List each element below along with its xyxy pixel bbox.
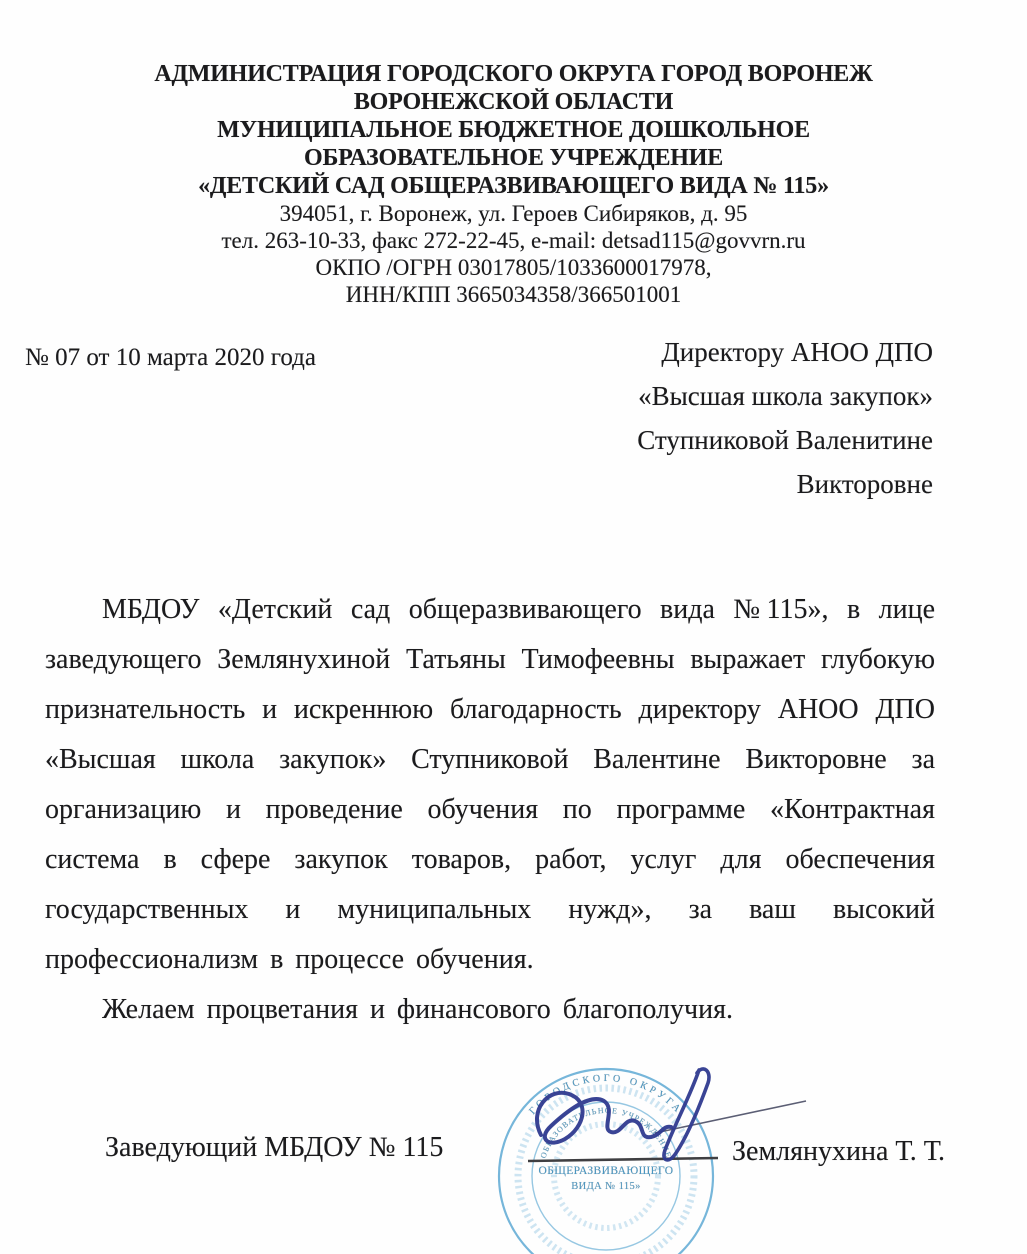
stamp-ring-middle-text: ОБРАЗОВАТЕЛЬНОЕ УЧРЕЖДЕНИЕ	[538, 1105, 674, 1160]
signature-scribble	[537, 1093, 671, 1143]
okpo-ogrn-line: ОКПО /ОГРН 03017805/1033600017978,	[315, 255, 712, 280]
org-name-line: ОБРАЗОВАТЕЛЬНОЕ УЧРЕЖДЕНИЕ	[304, 145, 723, 171]
stamp-ring-top-text: ГОРОДСКОГО ОКРУГА	[527, 1072, 685, 1117]
addressee-line: Викторовне	[796, 469, 933, 499]
addressee-line: «Высшая школа закупок»	[638, 381, 933, 411]
addressee-line: Директору АНОО ДПО	[661, 337, 933, 367]
letterhead	[0, 60, 1027, 308]
addressee-line: Ступниковой Валенитине	[637, 425, 933, 455]
inn-kpp-line: ИНН/КПП 3665034358/366501001	[345, 282, 682, 307]
org-name-line: ВОРОНЕЖСКОЙ ОБЛАСТИ	[353, 89, 674, 115]
body-paragraph-wishes: Желаем процветания и финансового благополучия.	[102, 994, 733, 1025]
stamp-center-line2: ВИДА № 115»	[571, 1181, 641, 1192]
signer-name: Землянухина Т. Т.	[732, 1136, 946, 1167]
handwritten-signature	[480, 1050, 830, 1185]
letter-body	[45, 585, 935, 1035]
phone-email-line: тел. 263-10-33, факс 272-22-45, e-mail: detsad115@govvrn.ru	[221, 228, 806, 253]
org-name-line: «ДЕТСКИЙ САД ОБЩЕРАЗВИВАЮЩЕГО ВИДА № 115»	[198, 173, 829, 199]
signature-line	[528, 1158, 718, 1161]
address-line: 394051, г. Воронеж, ул. Героев Сибиряков, д. 95	[279, 201, 748, 226]
org-name-line: АДМИНИСТРАЦИЯ ГОРОДСКОГО ОКРУГА ГОРОД ВОРОНЕЖ	[154, 61, 873, 87]
signer-position-label: Заведующий МБДОУ № 115	[105, 1132, 444, 1163]
org-name-line: МУНИЦИПАЛЬНОЕ БЮДЖЕТНОЕ ДОШКОЛЬНОЕ	[217, 117, 810, 143]
letter-number-date: № 07 от 10 марта 2020 года	[25, 344, 316, 371]
stamp-center-line1: ОБЩЕРАЗВИВАЮЩЕГО	[538, 1165, 674, 1177]
addressee-block	[637, 330, 933, 506]
body-paragraph-gratitude: МБДОУ «Детский сад общеразвивающего вида №115», в лице заведующего Землянухиной Татьяны Тимофеевны выражает глубокую признательность и искреннюю благодарность директору АНОО ДПО «Высшая школа закупок» Ступниковой Валентине Викторовне за организацию и проведение обучения по программе «Контрактная система в сфере закупок товаров, работ, услуг для обеспечения государственных и муниципальных нужд», за ваш высокий профессионализм в процессе обучения.	[45, 594, 935, 975]
signature-scribble-tail	[664, 1069, 709, 1160]
